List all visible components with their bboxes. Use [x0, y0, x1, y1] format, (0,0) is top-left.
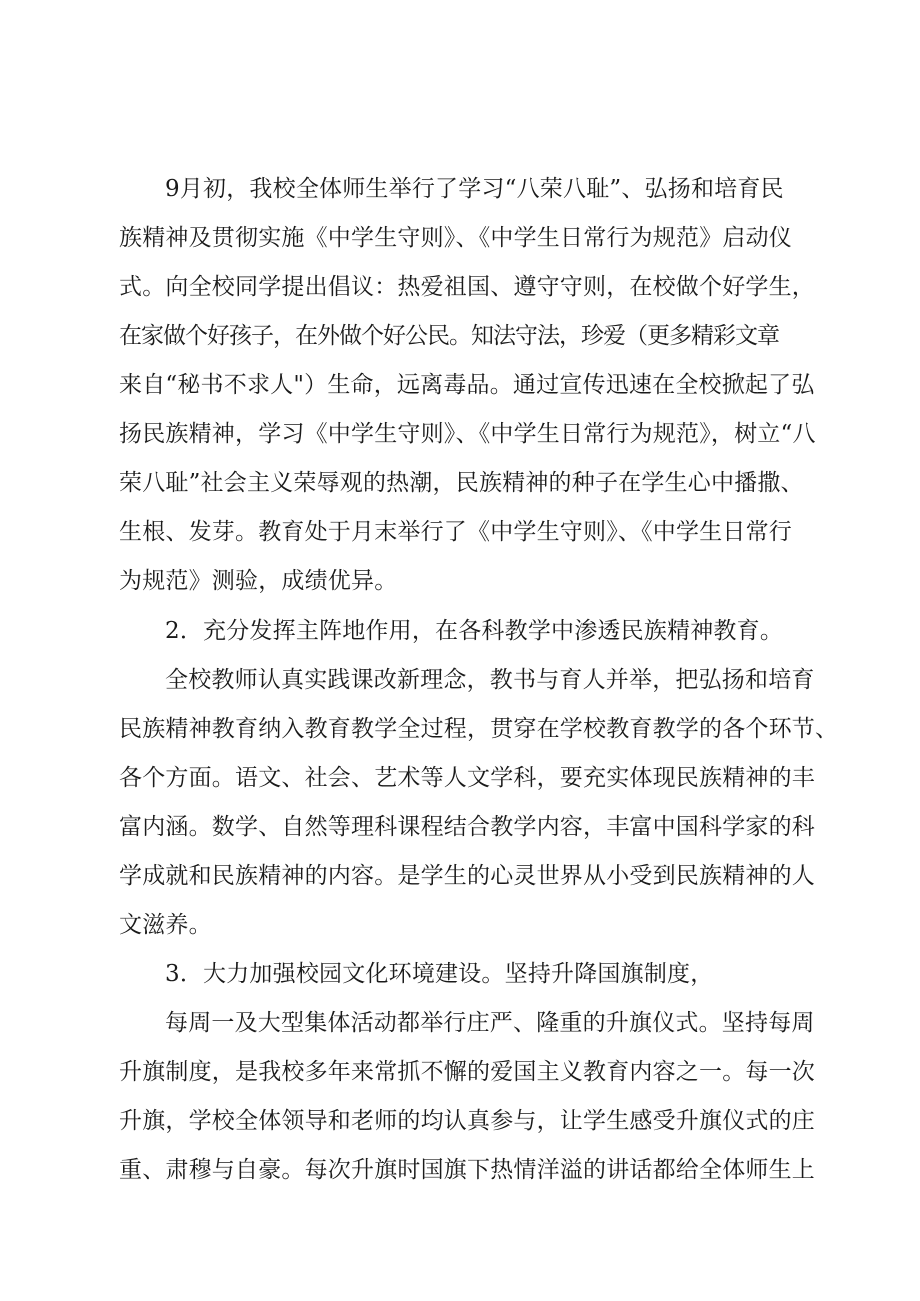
- text-line: 学成就和民族精神的内容。是学生的心灵世界从小受到民族精神的人: [119, 863, 815, 889]
- text-line: 扬民族精神，学习《中学生守则》、《中学生日常行为规范》，树立“八: [119, 421, 816, 447]
- text-line: 来自“秘书不求人"）生命，远离毒品。通过宣传迅速在全校掀起了弘: [119, 372, 815, 398]
- text-line: 生根、发芽。教育处于月末举行了《中学生守则》、《中学生日常行: [119, 519, 792, 545]
- text-line: 式。向全校同学提出倡议：热爱祖国、遵守守则，在校做个好学生，: [119, 274, 815, 300]
- text-line: 荣八耻”社会主义荣辱观的热潮，民族精神的种子在学生心中播撒、: [119, 470, 804, 496]
- text-line: 全校教师认真实践课改新理念，教书与育人并举，把弘扬和培育: [165, 667, 815, 693]
- text-line: 富内涵。数学、自然等理科课程结合教学内容，丰富中国科学家的科: [119, 814, 815, 840]
- text-line: 为规范》测验，成绩优异。: [119, 568, 398, 594]
- text-line: 9月初，我校全体师生举行了学习“八荣八耻”、弘扬和培育民: [165, 176, 784, 202]
- text-line: 每周一及大型集体活动都举行庄严、隆重的升旗仪式。坚持每周: [165, 1010, 815, 1036]
- text-line: 升旗，学校全体领导和老师的均认真参与，让学生感受升旗仪式的庄: [119, 1108, 815, 1134]
- text-line: 民族精神教育纳入教育教学全过程，贯穿在学校教育教学的各个环节、: [119, 716, 839, 742]
- text-line: 各个方面。语文、社会、艺术等人文学科，要充实体现民族精神的丰: [119, 765, 815, 791]
- text-line: 升旗制度，是我校多年来常抓不懈的爱国主义教育内容之一。每一次: [119, 1059, 815, 1085]
- text-line: 族精神及贯彻实施《中学生守则》、《中学生日常行为规范》启动仪: [119, 225, 792, 251]
- text-line: 重、肃穆与自豪。每次升旗时国旗下热情洋溢的讲话都给全体师生上: [119, 1157, 815, 1183]
- section-heading: 3．大力加强校园文化环境建设。坚持升降国旗制度，: [165, 961, 714, 987]
- text-line: 在家做个好孩子，在外做个好公民。知法守法，珍爱（更多精彩文章: [119, 323, 779, 349]
- text-line: 文滋养。: [119, 912, 212, 938]
- section-heading: 2．充分发挥主阵地作用，在各科教学中渗透民族精神教育。: [165, 618, 784, 644]
